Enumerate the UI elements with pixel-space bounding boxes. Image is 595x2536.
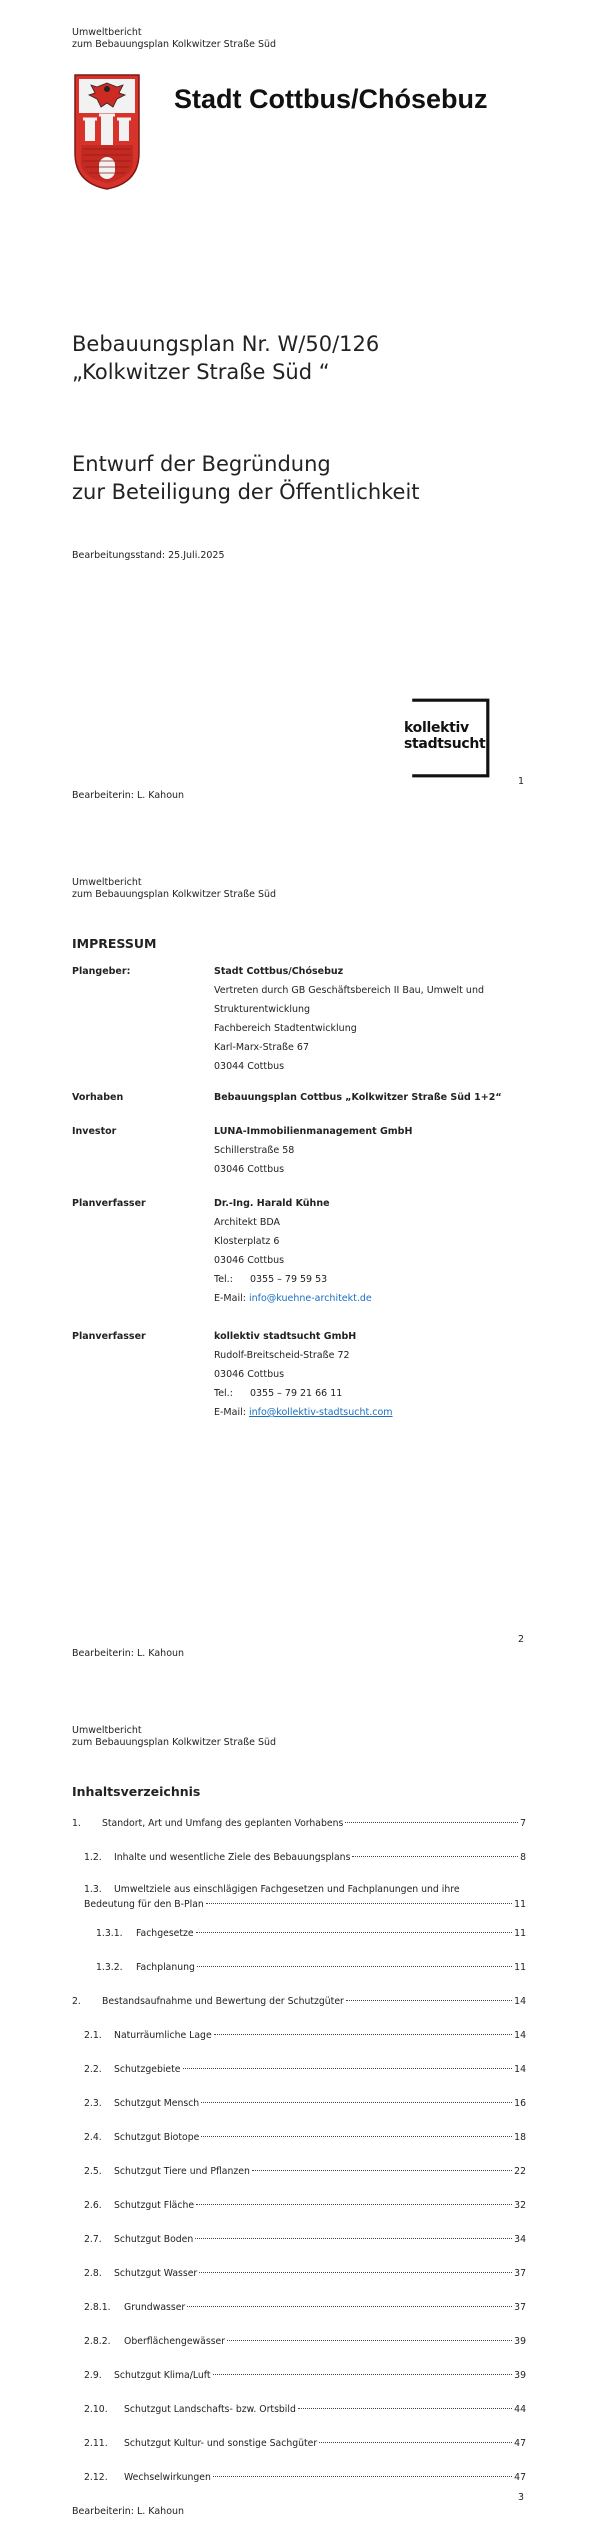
toc-entry-text: Schutzgut Landschafts- bzw. Ortsbild [124, 2404, 296, 2415]
toc-dot-leader [201, 2136, 512, 2137]
toc-entry-number: 1.3.2. [96, 1962, 123, 1973]
planverfasser-line: Dr.-Ing. Harald Kühne [214, 1198, 330, 1209]
header-line-1: Umweltbericht [72, 877, 142, 888]
toc-entry-text: Grundwasser [124, 2302, 186, 2313]
toc-entry[interactable] [84, 2132, 526, 2143]
toc-entry-number: 2.8.2. [84, 2336, 111, 2347]
toc-entry-text: Bestandsaufnahme und Bewertung der Schutzgüter [102, 1996, 344, 2007]
toc-entry[interactable] [84, 2030, 526, 2041]
header-line-2: zum Bebauungsplan Kolkwitzer Straße Süd [72, 889, 277, 900]
toc-title: Inhaltsverzeichnis [72, 1784, 201, 1799]
toc-entry-page: 34 [514, 2234, 526, 2245]
toc-dot-leader [195, 2238, 512, 2239]
plangeber-line: Vertreten durch GB Geschäftsbereich II Bau, Umwelt und [214, 985, 484, 996]
toc-entry-text: Schutzgut Klima/Luft [114, 2370, 211, 2381]
toc-entry-number: 2.1. [84, 2030, 102, 2041]
toc-entry[interactable] [84, 2166, 526, 2177]
planverfasser-line: Architekt BDA [214, 1217, 281, 1228]
planverfasser-label: Planverfasser [72, 1198, 146, 1209]
page-1 [0, 0, 595, 830]
toc-entry-number: 2.4. [84, 2132, 102, 2143]
toc-dot-leader [196, 1932, 513, 1933]
toc-entry-page: 18 [514, 2132, 526, 2143]
toc-entry-text: Schutzgut Mensch [114, 2098, 200, 2109]
footer-author: Bearbeiterin: L. Kahoun [72, 2506, 185, 2517]
page-number: 1 [517, 776, 524, 787]
toc-entry[interactable] [84, 2302, 526, 2313]
toc-entry-number: 2.3. [84, 2098, 102, 2109]
city-name: Stadt Cottbus/Chósebuz [174, 84, 488, 114]
toc-entry-text: Oberflächengewässer [124, 2336, 226, 2347]
planverfasser-line: 03046 Cottbus [214, 1369, 285, 1380]
toc-entry-page: 14 [514, 2030, 526, 2041]
toc-entry-number: 2.10. [84, 2404, 108, 2415]
toc-entry[interactable] [84, 2234, 526, 2245]
plangeber-line: Karl-Marx-Straße 67 [214, 1042, 309, 1053]
toc-entry-number: 2. [72, 1996, 81, 2007]
toc-entry[interactable] [84, 2370, 526, 2381]
logo-line-1: kollektiv [404, 720, 469, 736]
toc-dot-leader [346, 2000, 512, 2001]
email-label: E-Mail: [214, 1293, 246, 1304]
document-subtitle [72, 450, 420, 506]
toc-dot-leader [214, 2034, 512, 2035]
toc-dot-leader [298, 2408, 512, 2409]
toc-entry-text: Schutzgut Tiere und Pflanzen [114, 2166, 250, 2177]
toc-entry-page: 14 [514, 1996, 526, 2007]
running-header [72, 877, 276, 901]
plan-number: Bebauungsplan Nr. W/50/126 [72, 332, 380, 356]
toc-entry-number: 2.7. [84, 2234, 102, 2245]
plangeber-line: 03044 Cottbus [214, 1061, 285, 1072]
toc-entry-number: 2.5. [84, 2166, 102, 2177]
subtitle-line-1: Entwurf der Begründung [72, 452, 331, 476]
toc-entry-page: 47 [514, 2472, 526, 2483]
toc-entry-number: 2.11. [84, 2438, 108, 2449]
toc-entry[interactable] [96, 1928, 526, 1939]
planverfasser-line: kollektiv stadtsucht GmbH [214, 1331, 357, 1342]
toc-entry[interactable] [84, 2098, 526, 2109]
plangeber-line: Fachbereich Stadtentwicklung [214, 1023, 357, 1034]
toc-dot-leader [345, 1822, 518, 1823]
planverfasser-label: Planverfasser [72, 1331, 146, 1342]
logo-wordmark [404, 720, 485, 752]
toc-entry-page: 47 [514, 2438, 526, 2449]
plan-title [72, 330, 379, 386]
toc-dot-leader [206, 1903, 512, 1904]
phone-number: 0355 – 79 59 53 [249, 1274, 328, 1285]
planverfasser-value [214, 1194, 534, 1308]
toc-entry[interactable] [96, 1962, 526, 1973]
planverfasser-line: Rudolf-Breitscheid-Straße 72 [214, 1350, 350, 1361]
email-link[interactable]: info@kollektiv-stadtsucht.com [248, 1407, 393, 1418]
toc-dot-leader [213, 2374, 513, 2375]
footer-author: Bearbeiterin: L. Kahoun [72, 790, 185, 801]
impressum-title: IMPRESSUM [72, 936, 157, 951]
toc-entry-page: 11 [514, 1928, 526, 1939]
phone-label: Tel.: [214, 1388, 233, 1399]
toc-entry-text: Schutzgebiete [114, 2064, 181, 2075]
toc-dot-leader [352, 1856, 518, 1857]
toc-dot-leader [319, 2442, 512, 2443]
toc-entry-text: Naturräumliche Lage [114, 2030, 212, 2041]
page-number: 3 [517, 2492, 524, 2503]
header-line-2: zum Bebauungsplan Kolkwitzer Straße Süd [72, 39, 277, 50]
toc-entry-text: Umweltziele aus einschlägigen Fachgesetzen und Fachplanungen und ihre [114, 1884, 460, 1895]
toc-entry-page: 11 [514, 1899, 526, 1910]
toc-entry-page: 44 [514, 2404, 526, 2415]
header-line-1: Umweltbericht [72, 27, 142, 38]
toc-dot-leader [187, 2306, 512, 2307]
toc-entry[interactable] [72, 1818, 526, 1829]
toc-entry-text: Schutzgut Boden [114, 2234, 194, 2245]
plan-name: „Kolkwitzer Straße Süd “ [72, 360, 330, 384]
header-line-1: Umweltbericht [72, 1725, 142, 1736]
logo-line-2: stadtsucht [404, 736, 486, 752]
toc-dot-leader [199, 2272, 512, 2273]
toc-entry-page: 7 [520, 1818, 526, 1829]
toc-entry-number: 1.3. [84, 1884, 102, 1895]
toc-dot-leader [197, 1966, 512, 1967]
footer-author: Bearbeiterin: L. Kahoun [72, 1648, 185, 1659]
toc-dot-leader [227, 2340, 512, 2341]
toc-dot-leader [196, 2204, 512, 2205]
vorhaben-line: Bebauungsplan Cottbus „Kolkwitzer Straße Süd 1+2“ [214, 1092, 502, 1103]
phone-number: 0355 – 79 21 66 11 [249, 1388, 343, 1399]
toc-entry-text: Inhalte und wesentliche Ziele des Bebauungsplans [114, 1852, 351, 1863]
toc-dot-leader [201, 2102, 512, 2103]
toc-entry-page: 39 [514, 2336, 526, 2347]
phone-line [214, 1384, 534, 1403]
phone-line [214, 1270, 534, 1289]
email-label: E-Mail: [214, 1407, 246, 1418]
toc-entry[interactable] [84, 1852, 526, 1863]
email-line [214, 1403, 534, 1422]
toc-entry[interactable] [84, 2438, 526, 2449]
investor-value [214, 1122, 534, 1179]
plangeber-line: Stadt Cottbus/Chósebuz [214, 966, 344, 977]
investor-line: 03046 Cottbus [214, 1164, 285, 1175]
status-date: Bearbeitungsstand: 25.Juli.2025 [72, 550, 225, 561]
investor-line: Schillerstraße 58 [214, 1145, 295, 1156]
toc-entry[interactable] [84, 2268, 526, 2279]
planverfasser-value [214, 1327, 534, 1422]
toc-entry-number: 2.2. [84, 2064, 102, 2075]
investor-line: LUNA-Immobilienmanagement GmbH [214, 1126, 413, 1137]
vorhaben-label: Vorhaben [72, 1092, 124, 1103]
page-number: 2 [517, 1634, 524, 1645]
vorhaben-value [214, 1088, 534, 1107]
toc-entry-text: Schutzgut Fläche [114, 2200, 195, 2211]
toc-entry-number: 2.6. [84, 2200, 102, 2211]
plangeber-line: Strukturentwicklung [214, 1004, 311, 1015]
toc-entry-text: Fachgesetze [136, 1928, 194, 1939]
plangeber-value [214, 962, 534, 1076]
toc-entry[interactable] [72, 1996, 526, 2007]
toc-entry-text: Standort, Art und Umfang des geplanten Vorhabens [102, 1818, 344, 1829]
toc-entry-number: 1. [72, 1818, 81, 1829]
toc-entry[interactable] [84, 2200, 526, 2211]
planverfasser-line: Klosterplatz 6 [214, 1236, 280, 1247]
running-header [72, 27, 276, 51]
toc-entry-number: 1.3.1. [96, 1928, 123, 1939]
toc-entry-page: 8 [520, 1852, 526, 1863]
toc-entry-text: Wechselwirkungen [124, 2472, 211, 2483]
toc-entry-page: 32 [514, 2200, 526, 2211]
toc-entry-page: 16 [514, 2098, 526, 2109]
toc-entry-text: Fachplanung [136, 1962, 195, 1973]
toc-entry-page: 11 [514, 1962, 526, 1973]
header-line-2: zum Bebauungsplan Kolkwitzer Straße Süd [72, 1737, 277, 1748]
toc-entry-number: 2.12. [84, 2472, 108, 2483]
toc-entry[interactable] [84, 2336, 526, 2347]
toc-entry-number: 2.9. [84, 2370, 102, 2381]
toc-entry-text: Schutzgut Biotope [114, 2132, 200, 2143]
running-header [72, 1725, 276, 1749]
toc-entry-number: 2.8.1. [84, 2302, 111, 2313]
subtitle-line-2: zur Beteiligung der Öffentlichkeit [72, 480, 420, 504]
toc-entry[interactable] [84, 2472, 526, 2483]
toc-entry-number: 1.2. [84, 1852, 102, 1863]
toc-entry-number: 2.8. [84, 2268, 102, 2279]
cottbus-crest-logo [73, 73, 141, 191]
toc-entry-page: 39 [514, 2370, 526, 2381]
toc-entry-text: Schutzgut Wasser [114, 2268, 198, 2279]
toc-dot-leader [252, 2170, 512, 2171]
planverfasser-line: 03046 Cottbus [214, 1255, 285, 1266]
toc-entry[interactable] [84, 2404, 526, 2415]
toc-entry-page: 14 [514, 2064, 526, 2075]
toc-entry-text: Schutzgut Kultur- und sonstige Sachgüter [124, 2438, 318, 2449]
toc-dot-leader [213, 2476, 512, 2477]
investor-label: Investor [72, 1126, 117, 1137]
email-link[interactable]: info@kuehne-architekt.de [248, 1293, 372, 1304]
toc-entry-page: 37 [514, 2302, 526, 2313]
toc-entry-page: 37 [514, 2268, 526, 2279]
phone-label: Tel.: [214, 1274, 233, 1285]
toc-entry[interactable] [84, 2064, 526, 2075]
toc-entry-text: Bedeutung für den B-Plan [84, 1899, 204, 1910]
email-line [214, 1289, 534, 1308]
toc-dot-leader [183, 2068, 513, 2069]
toc-entry[interactable] [84, 1882, 526, 1912]
plangeber-label: Plangeber: [72, 966, 131, 977]
toc-entry-page: 22 [514, 2166, 526, 2177]
